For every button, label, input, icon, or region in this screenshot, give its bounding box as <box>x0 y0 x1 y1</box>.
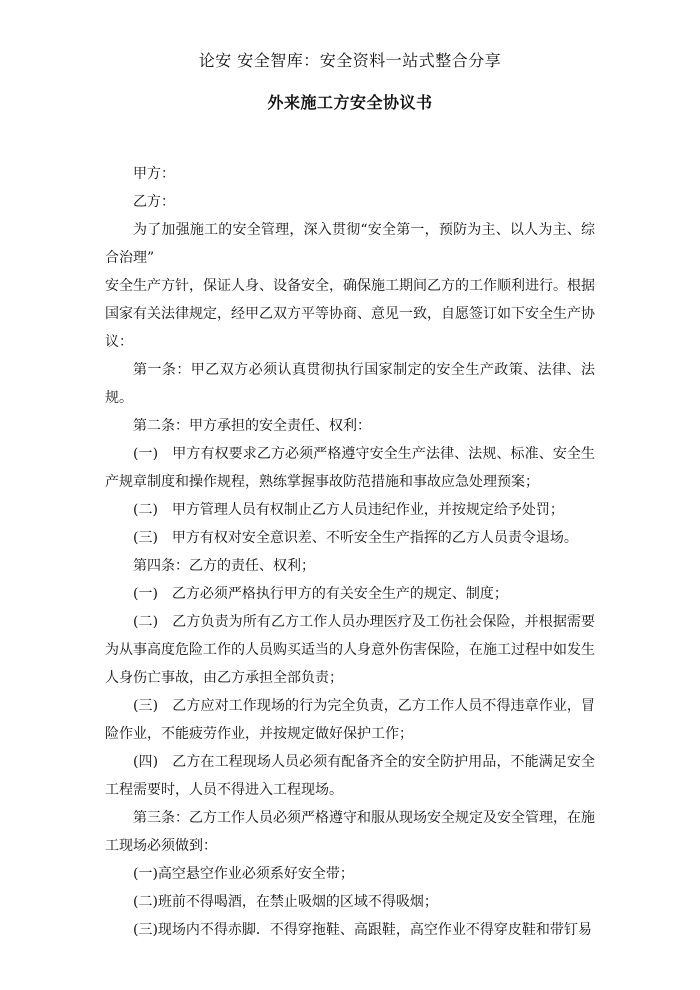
intro-paragraph-2: 安全生产方针，保证人身、设备安全，确保施工期间乙方的工作顺利进行。根据国家有关法律规定，经甲乙双方平等协商、意见一致，自愿签订如下安全生产协议： <box>105 278 595 350</box>
article-4-item-2: (二) 乙方负责为所有乙方工作人员办理医疗及工伤社会保险，并根据需要为从事高度危险工作的人员购买适当的人身意外伤害保险，在施工过程中如发生人身伤亡事故，由乙方承担全部负责； <box>105 614 595 686</box>
document-body <box>105 160 595 944</box>
article-1: 第一条：甲乙双方必须认真贯彻执行国家制定的安全生产政策、法律、法规。 <box>105 362 595 406</box>
page-header: 论安 安全智库：安全资料一站式整合分享 <box>198 51 502 70</box>
document-title: 外来施工方安全协议书 <box>267 93 433 112</box>
article-4-heading: 第四条：乙方的责任、权利； <box>133 558 315 574</box>
intro-paragraph-1: 为了加强施工的安全管理，深入贯彻“安全第一，预防为主、以人为主、综合治理” <box>105 222 595 266</box>
article-2-item-2: (二) 甲方管理人员有权制止乙方人员违纪作业，并按规定给予处罚； <box>133 502 564 518</box>
article-3-item-2: (二)班前不得喝酒，在禁止吸烟的区域不得吸烟； <box>133 894 438 910</box>
party-b-label: 乙方： <box>133 194 175 210</box>
article-3-item-3: (三)现场内不得赤脚．不得穿拖鞋、高跟鞋，高空作业不得穿皮鞋和带钉易 <box>133 922 592 938</box>
article-4-item-1: (一) 乙方必须严格执行甲方的有关安全生产的规定、制度； <box>133 586 508 602</box>
article-3-heading: 第三条：乙方工作人员必须严格遵守和服从现场安全规定及安全管理，在施工现场必须做到： <box>105 810 595 854</box>
article-2-heading: 第二条：甲方承担的安全责任、权利： <box>133 418 371 434</box>
article-4-item-4: (四) 乙方在工程现场人员必须有配备齐全的安全防护用品，不能满足安全工程需要时，人员不得进入工程现场。 <box>105 754 595 798</box>
article-4-item-3: (三) 乙方应对工作现场的行为完全负责，乙方工作人员不得违章作业，冒险作业，不能疲劳作业，并按规定做好保护工作； <box>105 698 595 742</box>
article-2-item-1: (一) 甲方有权要求乙方必须严格遵守安全生产法律、法规、标准、安全生产规章制度和操作规程，熟练掌握事故防范措施和事故应急处理预案； <box>105 446 595 490</box>
article-3-item-1: (一)高空悬空作业必须系好安全带； <box>133 866 354 882</box>
party-a-label: 甲方： <box>133 166 175 182</box>
article-2-item-3: (三) 甲方有权对安全意识差、不听安全生产指挥的乙方人员责令退场。 <box>133 530 578 546</box>
